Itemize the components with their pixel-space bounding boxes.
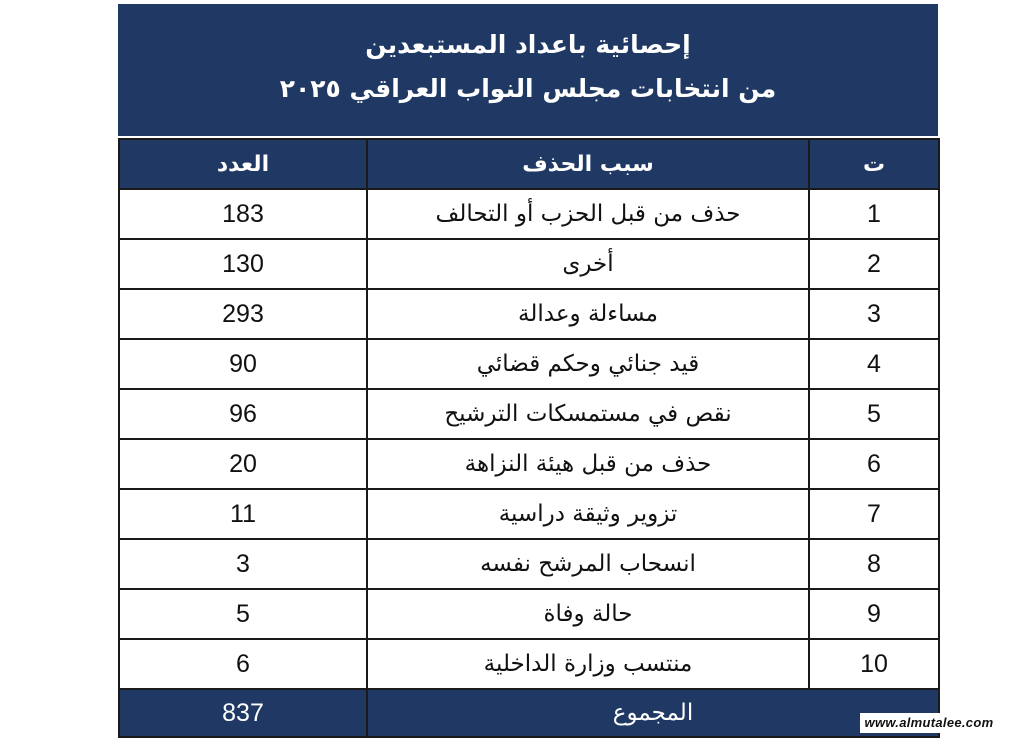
- row-seq: 3: [809, 289, 939, 339]
- row-count: 90: [119, 339, 367, 389]
- row-seq: 2: [809, 239, 939, 289]
- table-row: [119, 389, 939, 439]
- row-seq: 10: [809, 639, 939, 689]
- row-reason: حذف من قبل هيئة النزاهة: [367, 439, 809, 489]
- table-row: [119, 239, 939, 289]
- statistics-sheet: [118, 4, 938, 738]
- row-reason: منتسب وزارة الداخلية: [367, 639, 809, 689]
- row-count: 96: [119, 389, 367, 439]
- table-row: [119, 489, 939, 539]
- table-row: [119, 439, 939, 489]
- table-header-row: [119, 139, 939, 189]
- excluded-candidates-table: [118, 138, 940, 738]
- row-count: 130: [119, 239, 367, 289]
- row-seq: 9: [809, 589, 939, 639]
- row-count: 183: [119, 189, 367, 239]
- total-count: 837: [119, 689, 367, 737]
- row-count: 20: [119, 439, 367, 489]
- row-count: 3: [119, 539, 367, 589]
- row-reason: نقص في مستمسكات الترشيح: [367, 389, 809, 439]
- row-count: 293: [119, 289, 367, 339]
- row-seq: 8: [809, 539, 939, 589]
- total-row: [119, 689, 939, 737]
- row-reason: انسحاب المرشح نفسه: [367, 539, 809, 589]
- site-watermark: www.almutalee.com: [860, 713, 998, 733]
- row-seq: 4: [809, 339, 939, 389]
- row-count: 11: [119, 489, 367, 539]
- page-subtitle: من انتخابات مجلس النواب العراقي ٢٠٢٥: [279, 74, 777, 103]
- header-seq: ت: [809, 139, 939, 189]
- header-count: العدد: [119, 139, 367, 189]
- table-row: [119, 539, 939, 589]
- row-reason: حالة وفاة: [367, 589, 809, 639]
- row-reason: قيد جنائي وحكم قضائي: [367, 339, 809, 389]
- row-seq: 5: [809, 389, 939, 439]
- row-reason: حذف من قبل الحزب أو التحالف: [367, 189, 809, 239]
- table-row: [119, 189, 939, 239]
- header-reason: سبب الحذف: [367, 139, 809, 189]
- row-reason: مساءلة وعدالة: [367, 289, 809, 339]
- row-seq: 6: [809, 439, 939, 489]
- row-reason: تزوير وثيقة دراسية: [367, 489, 809, 539]
- row-reason: أخرى: [367, 239, 809, 289]
- row-count: 5: [119, 589, 367, 639]
- total-label: المجموع: [367, 689, 939, 737]
- row-seq: 1: [809, 189, 939, 239]
- row-count: 6: [119, 639, 367, 689]
- page-title: إحصائية باعداد المستبعدين: [365, 30, 691, 59]
- row-seq: 7: [809, 489, 939, 539]
- table-row: [119, 339, 939, 389]
- table-row: [119, 639, 939, 689]
- title-band: [118, 4, 938, 136]
- table-row: [119, 289, 939, 339]
- table-row: [119, 589, 939, 639]
